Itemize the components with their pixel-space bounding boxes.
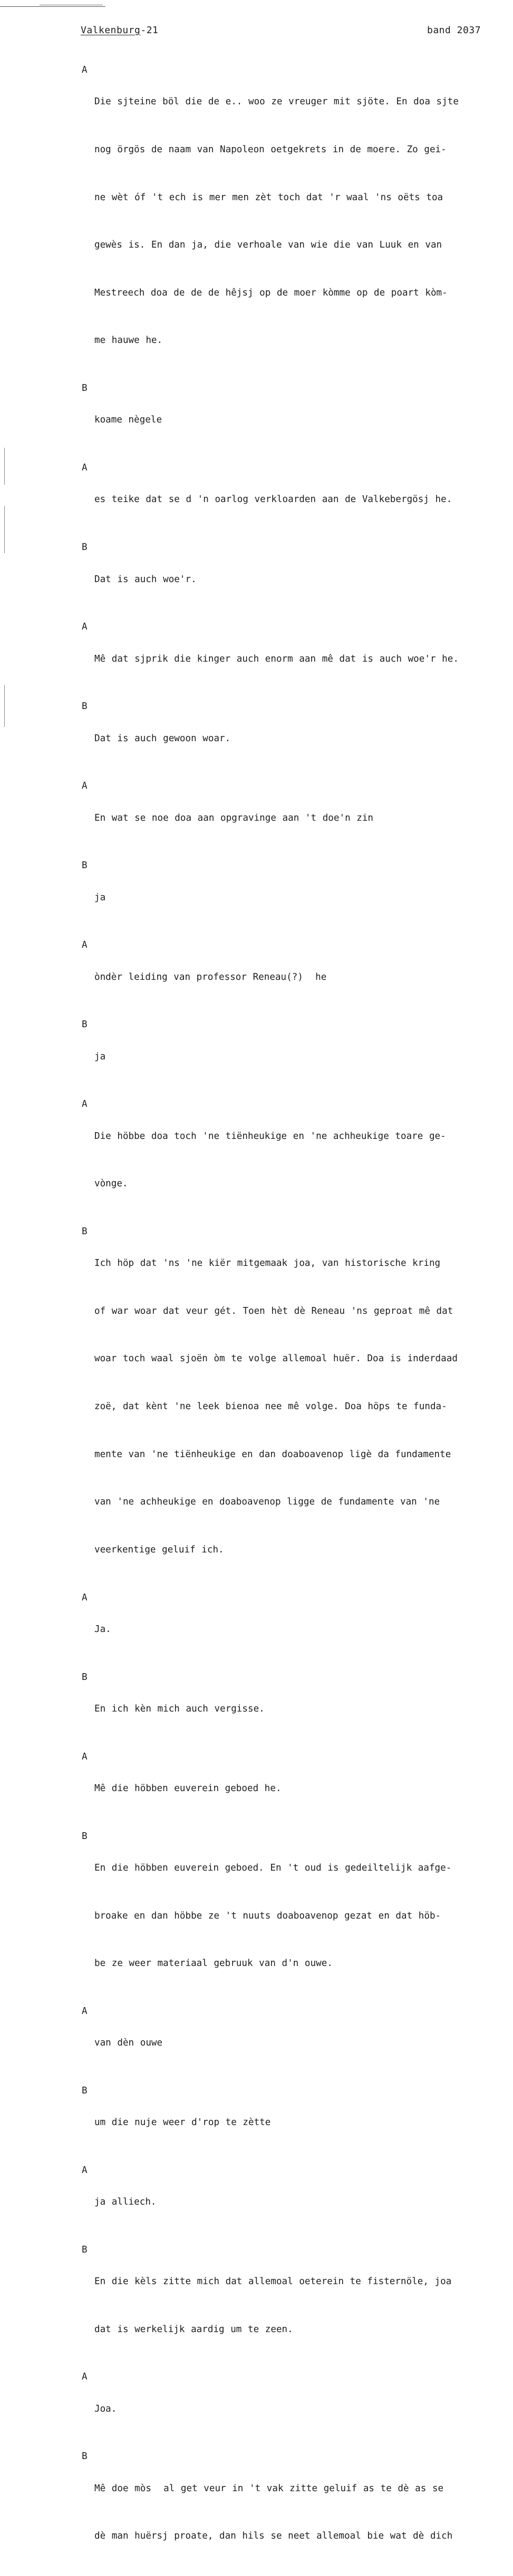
text-line: Die sjteine böl die de e.. woo ze vreuger mit sjöte. En doa sjte xyxy=(94,96,459,107)
speaker-label: B xyxy=(82,383,88,394)
text-line: koame nègele xyxy=(94,415,162,426)
speaker-label: B xyxy=(82,860,88,871)
speaker-label: A xyxy=(82,463,88,474)
document-title-place: Valkenburg xyxy=(81,25,141,36)
document-title-number: -21 xyxy=(140,25,159,36)
turn-text xyxy=(94,1749,511,1828)
transcript xyxy=(82,62,511,2576)
transcript-turn xyxy=(82,2083,511,2162)
margin-mark xyxy=(4,685,5,727)
text-line: nog örgös de naam van Napoleon oetgekrets in de moere. Zo gei- xyxy=(94,144,447,155)
turn-text xyxy=(94,2003,511,2083)
text-line: ne wèt óf 't ech is mer men zèt toch dat 'r waal 'ns oëts toa xyxy=(94,192,443,203)
speaker-label: A xyxy=(82,2372,88,2383)
turn-text xyxy=(94,1096,511,1224)
document-title xyxy=(81,25,158,36)
transcript-turn xyxy=(82,858,511,937)
speaker-label: A xyxy=(82,2165,88,2176)
transcript-turn xyxy=(82,1590,511,1669)
turn-text xyxy=(94,1017,511,1096)
speaker-label: A xyxy=(82,2005,88,2017)
text-line: ja xyxy=(94,892,106,903)
text-line: En die höbben euverein geboed. En 't oud is gedeiltelijk aafge- xyxy=(94,1862,452,1873)
speaker-label: A xyxy=(82,1592,88,1603)
text-line: òndèr leiding van professor Reneau(?) he xyxy=(94,971,327,982)
text-line: van 'ne achheukige en doaboavenop ligge de fundamente van 'ne xyxy=(94,1497,440,1508)
transcript-turn xyxy=(82,2242,511,2369)
transcript-turn xyxy=(82,2162,511,2242)
transcript-turn xyxy=(82,1749,511,1828)
transcript-turn xyxy=(82,1017,511,1096)
speaker-label: B xyxy=(82,542,88,553)
text-line: of war woar dat veur gét. Toen hèt dè Reneau 'ns geproat mê dat xyxy=(94,1305,453,1316)
text-line: dè man huërsj proate, dan hils se neet allemoal bie wat dè dich xyxy=(94,2531,453,2542)
speaker-label: B xyxy=(82,1226,88,1237)
speaker-label: A xyxy=(82,1751,88,1762)
speaker-label: B xyxy=(82,1019,88,1030)
speaker-label: A xyxy=(82,940,88,951)
turn-text xyxy=(94,1828,511,2003)
transcript-turn xyxy=(82,62,511,380)
text-line: um die nuje weer d'rop te zètte xyxy=(94,2117,271,2128)
turn-text xyxy=(94,539,511,619)
speaker-label: B xyxy=(82,1672,88,1683)
turn-text xyxy=(94,380,511,460)
transcript-turn xyxy=(82,937,511,1017)
text-line: En ich kèn mich auch vergisse. xyxy=(94,1703,265,1714)
speaker-label: A xyxy=(82,65,88,75)
transcript-turn xyxy=(82,380,511,460)
speaker-label: B xyxy=(82,2244,88,2255)
turn-text xyxy=(94,1669,511,1749)
speaker-label: A xyxy=(82,1099,88,1110)
text-line: vònge. xyxy=(94,1178,128,1189)
top-rule-line xyxy=(0,6,105,7)
turn-text xyxy=(94,1224,511,1590)
speaker-label: B xyxy=(82,1831,88,1842)
text-line: Ich höp dat 'ns 'ne kiër mitgemaak joa, van historische kring xyxy=(94,1258,441,1269)
turn-text xyxy=(94,62,511,380)
turn-text xyxy=(94,937,511,1017)
text-line: Mê dat sjprik die kinger auch enorm aan mê dat is auch woe'r he. xyxy=(94,653,459,664)
transcript-turn xyxy=(82,1224,511,1590)
margin-mark xyxy=(4,448,5,485)
turn-text xyxy=(94,460,511,539)
turn-text xyxy=(94,619,511,699)
text-line: Die höbbe doa toch 'ne tiënheukige en 'ne achheukige toare ge- xyxy=(94,1130,446,1142)
transcript-turn xyxy=(82,2449,511,2576)
turn-text xyxy=(94,2083,511,2162)
transcript-turn xyxy=(82,2003,511,2083)
text-line: Mestreech doa de de de hêjsj op de moer kòmme op de poart kòm- xyxy=(94,287,448,298)
transcript-turn xyxy=(82,699,511,778)
transcript-turn xyxy=(82,2369,511,2449)
speaker-label: A xyxy=(82,622,88,633)
text-line: Ja. xyxy=(94,1624,111,1635)
text-line: En wat se noe doa aan opgravinge aan 't doe'n zin xyxy=(94,812,374,823)
transcript-turn xyxy=(82,460,511,539)
text-line: woar toch waal sjoën òm te volge allemoal huër. Doa is inderdaad xyxy=(94,1353,458,1364)
text-line: ja alliech. xyxy=(94,2197,157,2208)
text-line: Mê doe mòs al get veur in 't vak zitte geluif as te dè as se xyxy=(94,2483,444,2494)
speaker-label: B xyxy=(82,2085,88,2096)
turn-text xyxy=(94,2369,511,2449)
turn-text xyxy=(94,858,511,937)
text-line: van dèn ouwe xyxy=(94,2038,163,2049)
text-line: zoë, dat kènt 'ne leek bienoa nee mê volge. Doa höps te funda- xyxy=(94,1401,447,1412)
turn-text xyxy=(94,778,511,858)
text-line: broake en dan höbbe ze 't nuuts doaboavenop gezat en dat höb- xyxy=(94,1910,441,1921)
text-line: ja xyxy=(94,1051,106,1062)
transcript-turn xyxy=(82,539,511,619)
turn-text xyxy=(94,2162,511,2242)
turn-text xyxy=(94,1590,511,1669)
text-line: Dat is auch woe'r. xyxy=(94,574,197,585)
tape-number: band 2037 xyxy=(427,25,481,36)
text-line: En die kèls zitte mich dat allemoal oeterein te fisternöle, joa xyxy=(94,2276,452,2287)
text-line: Mê die höbben euverein geboed he. xyxy=(94,1783,282,1794)
speaker-label: B xyxy=(82,701,88,712)
text-line: Dat is auch gewoon woar. xyxy=(94,733,231,744)
transcript-turn xyxy=(82,619,511,699)
text-line: veerkentige geluif ich. xyxy=(94,1544,224,1555)
transcript-turn xyxy=(82,1669,511,1749)
transcript-turn xyxy=(82,1828,511,2003)
text-line: es teike dat se d 'n oarlog verkloarden aan de Valkebergösj he. xyxy=(94,494,452,505)
margin-mark xyxy=(4,506,5,553)
speaker-label: A xyxy=(82,781,88,792)
turn-text xyxy=(94,2242,511,2369)
speaker-label: B xyxy=(82,2451,88,2462)
transcript-turn xyxy=(82,778,511,858)
text-line: Joa. xyxy=(94,2403,117,2414)
text-line: gewès is. En dan ja, die verhoale van wie die van Luuk en van xyxy=(94,240,442,251)
turn-text xyxy=(94,699,511,778)
text-line: me hauwe he. xyxy=(94,335,163,346)
turn-text xyxy=(94,2449,511,2576)
text-line: mente van 'ne tiënheukige en dan doaboavenop ligè da fundamente xyxy=(94,1449,451,1460)
text-line: be ze weer materiaal gebruuk van d'n ouwe. xyxy=(94,1958,333,1969)
transcript-turn xyxy=(82,1096,511,1224)
text-line: dat is werkelijk aardig um te zeen. xyxy=(94,2324,293,2335)
